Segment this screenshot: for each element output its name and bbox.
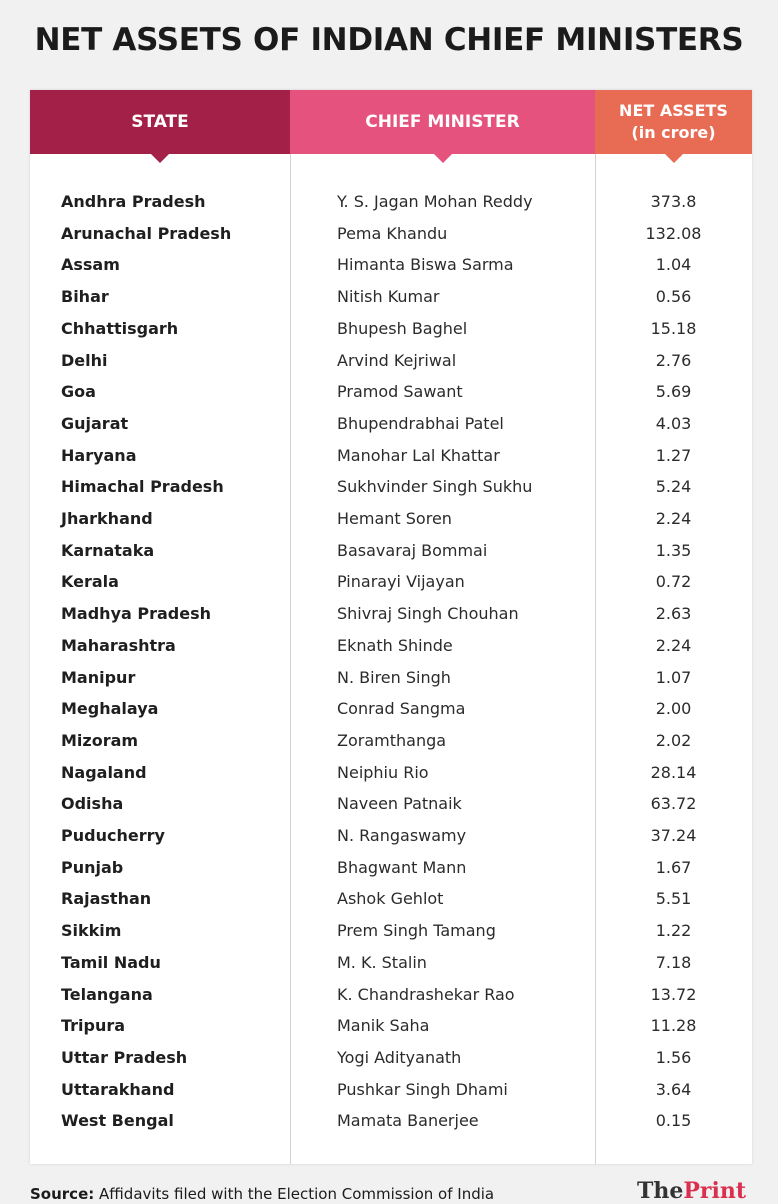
cell-chief-minister: Bhupendrabhai Patel: [337, 413, 504, 433]
cell-chief-minister: N. Rangaswamy: [337, 826, 467, 845]
cell-state: Sikkim: [61, 921, 122, 941]
cell-chief-minister: Himanta Biswa Sarma: [337, 255, 514, 275]
cell-chief-minister: Arvind Kejriwal: [337, 350, 457, 370]
cell-net-assets: 5.24: [655, 477, 692, 497]
cell-net-assets: 0.15: [655, 1111, 692, 1131]
cell-chief-minister: Basavaraj Bommai: [337, 540, 488, 560]
cell-net-assets: 1.22: [655, 921, 692, 941]
table-row: [30, 1043, 752, 1075]
cell-net-assets: 1.04: [655, 255, 692, 275]
table-row: [30, 884, 752, 916]
cell-net-assets: 4.03: [655, 413, 692, 433]
cell-chief-minister: Ashok Gehlot: [337, 889, 444, 909]
cell-chief-minister: Neiphiu Rio: [337, 762, 429, 782]
cell-chief-minister: Pramod Sawant: [337, 382, 463, 402]
cell-chief-minister: Pushkar Singh Dhami: [337, 1079, 508, 1099]
table-row: [30, 948, 752, 980]
cell-net-assets: 5.69: [655, 382, 692, 402]
cell-state: Maharashtra: [61, 635, 176, 655]
cell-net-assets: 37.24: [650, 826, 697, 845]
table-row: [30, 441, 752, 473]
cell-state: Gujarat: [61, 413, 129, 433]
cell-state: Chhattisgarh: [61, 318, 179, 338]
cell-state: Goa: [61, 382, 96, 402]
cell-state: Tripura: [61, 1016, 126, 1036]
cell-net-assets: 15.18: [650, 318, 697, 338]
cell-chief-minister: Naveen Patnaik: [337, 794, 462, 814]
page-title: NET ASSETS OF INDIAN CHIEF MINISTERS: [34, 22, 744, 58]
table-row: [30, 314, 752, 346]
cell-net-assets: 13.72: [650, 984, 697, 1004]
table-row: [30, 567, 752, 599]
cell-state: Punjab: [61, 857, 124, 877]
table-row: [30, 409, 752, 441]
source-note: [30, 1185, 494, 1203]
cell-state: Telangana: [61, 984, 153, 1004]
table-row: [30, 789, 752, 821]
table-row: [30, 726, 752, 758]
cell-chief-minister: Sukhvinder Singh Sukhu: [337, 477, 533, 497]
cell-chief-minister: Prem Singh Tamang: [337, 921, 496, 941]
header-state: STATE: [30, 90, 290, 154]
cell-net-assets: 2.63: [655, 604, 692, 624]
cell-state: Mizoram: [61, 730, 139, 750]
cell-state: Karnataka: [61, 540, 155, 560]
cell-chief-minister: Manohar Lal Khattar: [337, 445, 500, 465]
cell-net-assets: 2.24: [655, 509, 692, 528]
table-row: [30, 916, 752, 948]
cell-net-assets: 1.67: [655, 857, 692, 877]
cell-state: Jharkhand: [61, 509, 153, 528]
cell-chief-minister: Y. S. Jagan Mohan Reddy: [337, 192, 533, 211]
table-row: [30, 219, 752, 251]
table-row: [30, 631, 752, 663]
cell-chief-minister: Pema Khandu: [337, 223, 448, 243]
table-row: [30, 758, 752, 790]
cell-state: Delhi: [61, 350, 108, 370]
cell-chief-minister: Nitish Kumar: [337, 287, 440, 307]
table-row: [30, 504, 752, 536]
cell-chief-minister: Bhagwant Mann: [337, 857, 467, 877]
cell-net-assets: 1.27: [655, 445, 692, 465]
cell-chief-minister: M. K. Stalin: [337, 952, 427, 972]
table-row: [30, 694, 752, 726]
cell-chief-minister: Bhupesh Baghel: [337, 318, 468, 338]
cell-state: Haryana: [61, 445, 137, 465]
cell-net-assets: 0.56: [655, 287, 692, 307]
cell-chief-minister: Mamata Banerjee: [337, 1111, 479, 1131]
cell-state: Meghalaya: [61, 699, 159, 719]
cell-state: Himachal Pradesh: [61, 477, 224, 497]
cell-state: Tamil Nadu: [61, 952, 161, 972]
cell-net-assets: 2.02: [655, 730, 692, 750]
cell-state: Arunachal Pradesh: [61, 223, 232, 243]
cell-state: Madhya Pradesh: [61, 604, 211, 624]
cell-net-assets: 2.76: [655, 350, 692, 370]
header-net-assets-line1: NET ASSETS: [619, 101, 728, 120]
cell-state: Bihar: [61, 287, 109, 307]
table-row: [30, 250, 752, 282]
cell-net-assets: 28.14: [650, 762, 697, 782]
cell-chief-minister: Hemant Soren: [337, 509, 452, 528]
cell-chief-minister: Zoramthanga: [337, 730, 447, 750]
cell-net-assets: 0.72: [655, 572, 692, 592]
cell-state: Assam: [61, 255, 120, 275]
header-net-assets-line2: (in crore): [631, 123, 716, 142]
cell-state: Puducherry: [61, 826, 165, 845]
cell-net-assets: 1.07: [655, 667, 692, 687]
cell-net-assets: 2.24: [655, 635, 692, 655]
cell-net-assets: 3.64: [655, 1079, 692, 1099]
cell-net-assets: 2.00: [655, 699, 692, 719]
table-row: [30, 472, 752, 504]
table-row: [30, 536, 752, 568]
cell-chief-minister: Manik Saha: [337, 1016, 430, 1036]
cell-chief-minister: Conrad Sangma: [337, 699, 466, 719]
cell-net-assets: 7.18: [655, 952, 692, 972]
cell-state: Manipur: [61, 667, 136, 687]
source-text: Affidavits filed with the Election Commission of India: [99, 1185, 495, 1203]
cell-net-assets: 63.72: [650, 794, 697, 814]
cell-state: Odisha: [61, 794, 124, 814]
cell-chief-minister: Eknath Shinde: [337, 635, 453, 655]
cell-state: West Bengal: [61, 1111, 174, 1131]
cell-net-assets: 11.28: [650, 1016, 697, 1036]
header-net-assets: [595, 90, 752, 154]
source-label: Source:: [30, 1185, 95, 1203]
cell-state: Rajasthan: [61, 889, 152, 909]
cell-state: Andhra Pradesh: [61, 192, 206, 211]
table-row: [30, 980, 752, 1012]
cell-chief-minister: N. Biren Singh: [337, 667, 451, 687]
cell-state: Uttar Pradesh: [61, 1047, 188, 1067]
header-chief-minister: CHIEF MINISTER: [290, 90, 595, 154]
cell-net-assets: 1.35: [655, 540, 692, 560]
brand-the: The: [637, 1178, 684, 1204]
table-row: [30, 187, 752, 219]
cell-state: Kerala: [61, 572, 119, 592]
cell-net-assets: 132.08: [645, 223, 702, 243]
cell-state: Uttarakhand: [61, 1079, 175, 1099]
table-row: [30, 377, 752, 409]
table-row: [30, 1075, 752, 1107]
table-row: [30, 346, 752, 378]
cell-chief-minister: Shivraj Singh Chouhan: [337, 604, 519, 624]
table-row: [30, 282, 752, 314]
cell-chief-minister: Pinarayi Vijayan: [337, 572, 465, 592]
cell-net-assets: 1.56: [655, 1047, 692, 1067]
cell-chief-minister: K. Chandrashekar Rao: [337, 984, 515, 1004]
cell-state: Nagaland: [61, 762, 147, 782]
brand-logo: [637, 1178, 746, 1204]
table-row: [30, 821, 752, 853]
table-row: [30, 663, 752, 695]
cell-net-assets: 373.8: [650, 192, 697, 211]
cell-net-assets: 5.51: [655, 889, 692, 909]
brand-print: Print: [683, 1178, 747, 1204]
cell-chief-minister: Yogi Adityanath: [337, 1047, 462, 1067]
table-row: [30, 599, 752, 631]
table-row: [30, 1106, 752, 1138]
table-row: [30, 1011, 752, 1043]
table-row: [30, 853, 752, 885]
